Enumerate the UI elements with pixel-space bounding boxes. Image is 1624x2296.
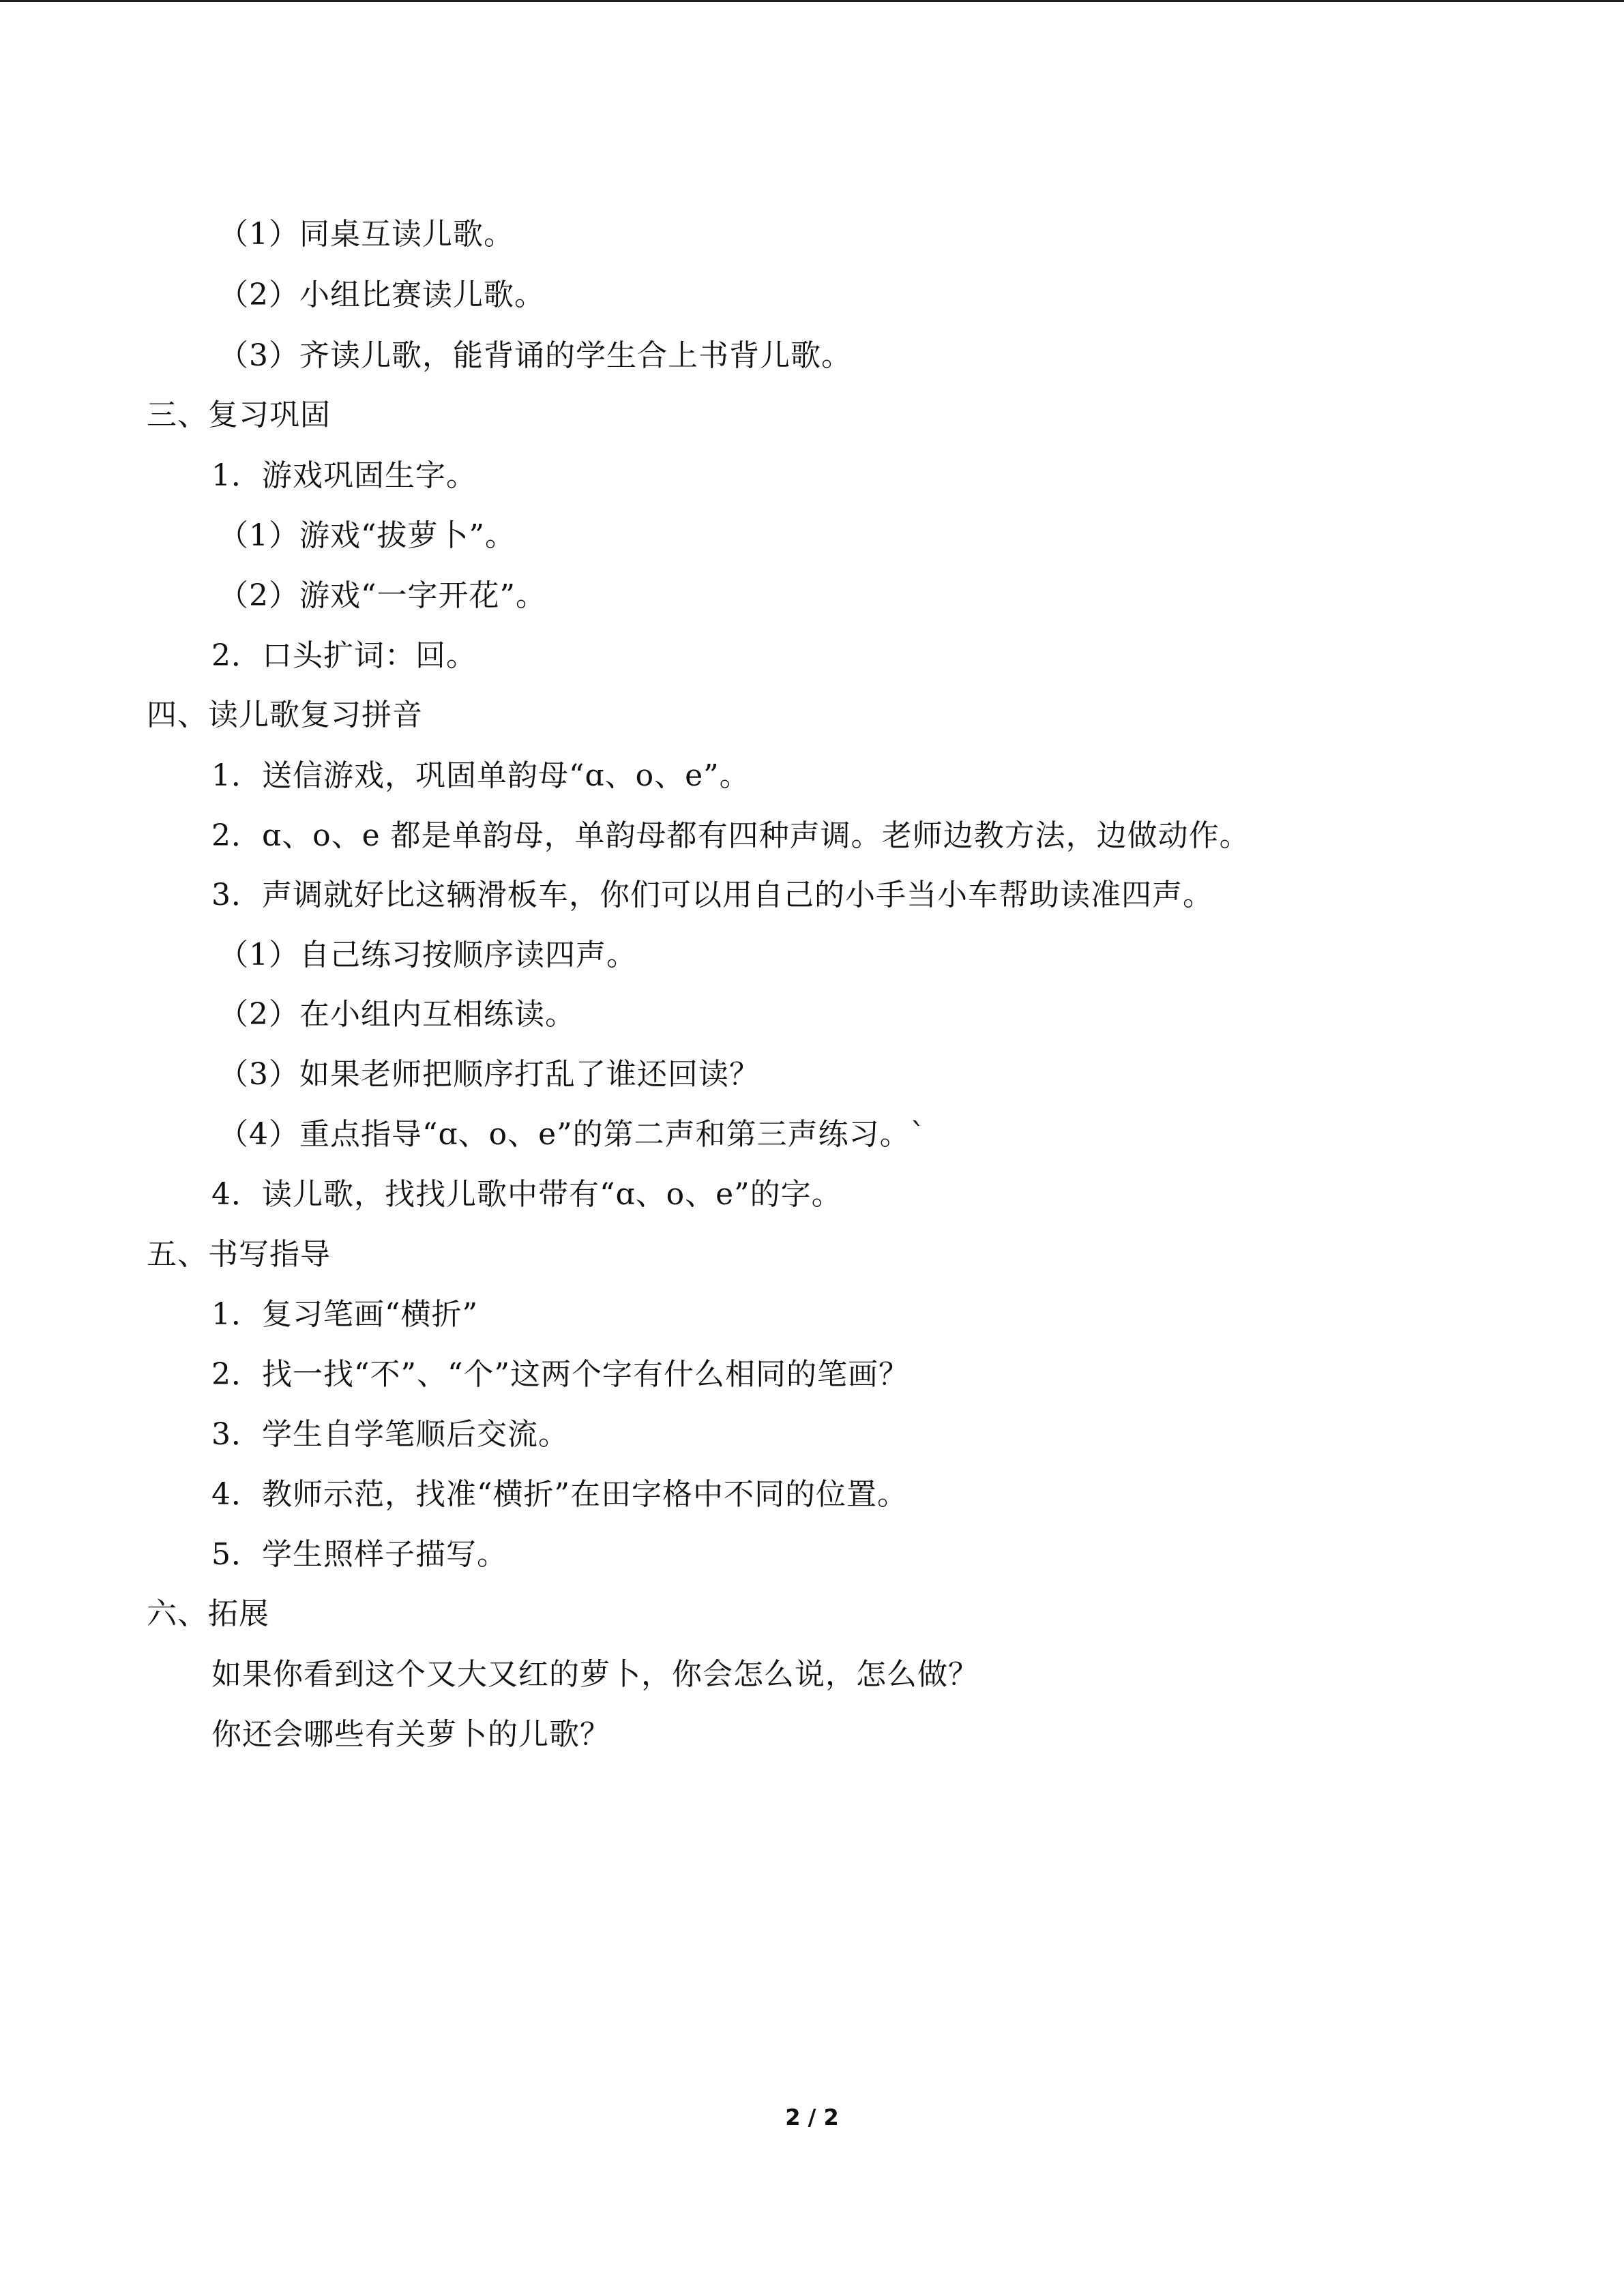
- body-line-2: （2）小组比赛读儿歌。: [218, 278, 545, 312]
- body-line-26: 你还会哪些有关萝卜的儿歌？: [211, 1717, 610, 1752]
- body-line-23: 5．学生照样子描写。: [211, 1537, 507, 1572]
- body-line-12: 3．声调就好比这辆滑板车，你们可以用自己的小手当小车帮助读准四声。: [211, 878, 1213, 912]
- body-line-15: （3）如果老师把顺序打乱了谁还回读？: [218, 1057, 760, 1092]
- section-heading-pinyin: 四、读儿歌复习拼音: [147, 698, 423, 732]
- body-line-17: 4．读儿歌，找找儿歌中带有“ɑ、o、e”的字。: [211, 1177, 842, 1212]
- section-heading-extension: 六、拓展: [147, 1596, 269, 1631]
- body-line-16: （4）重点指导“ɑ、o、e”的第二声和第三声练习。`: [218, 1117, 926, 1152]
- body-line-1: （1）同桌互读儿歌。: [218, 217, 514, 252]
- body-line-8: 2．口头扩词：回。: [211, 638, 477, 673]
- body-line-5: 1．游戏巩固生字。: [211, 458, 477, 493]
- body-line-3: （3）齐读儿歌，能背诵的学生合上书背儿歌。: [218, 338, 852, 373]
- section-heading-review: 三、复习巩固: [147, 398, 331, 432]
- section-heading-writing: 五、书写指导: [147, 1237, 331, 1272]
- body-line-13: （1）自己练习按顺序读四声。: [218, 938, 637, 972]
- body-line-14: （2）在小组内互相练读。: [218, 997, 576, 1032]
- body-line-6: （1）游戏“拔萝卜”。: [218, 518, 516, 553]
- body-line-7: （2）游戏“一字开花”。: [218, 578, 546, 613]
- body-line-10: 1．送信游戏，巩固单韵母“ɑ、o、e”。: [211, 758, 750, 793]
- body-line-20: 2．找一找“不”、“个”这两个字有什么相同的笔画？: [211, 1357, 909, 1392]
- body-line-22: 4．教师示范，找准“横折”在田字格中不同的位置。: [211, 1477, 908, 1512]
- body-line-25: 如果你看到这个又大又红的萝卜，你会怎么说，怎么做？: [211, 1657, 979, 1692]
- body-line-19: 1．复习笔画“横折”: [211, 1297, 478, 1332]
- body-line-21: 3．学生自学笔顺后交流。: [211, 1417, 569, 1452]
- body-line-11: 2．ɑ、o、e 都是单韵母，单韵母都有四种声调。老师边教方法，边做动作。: [211, 818, 1250, 853]
- page-number: 2 / 2: [785, 2104, 839, 2130]
